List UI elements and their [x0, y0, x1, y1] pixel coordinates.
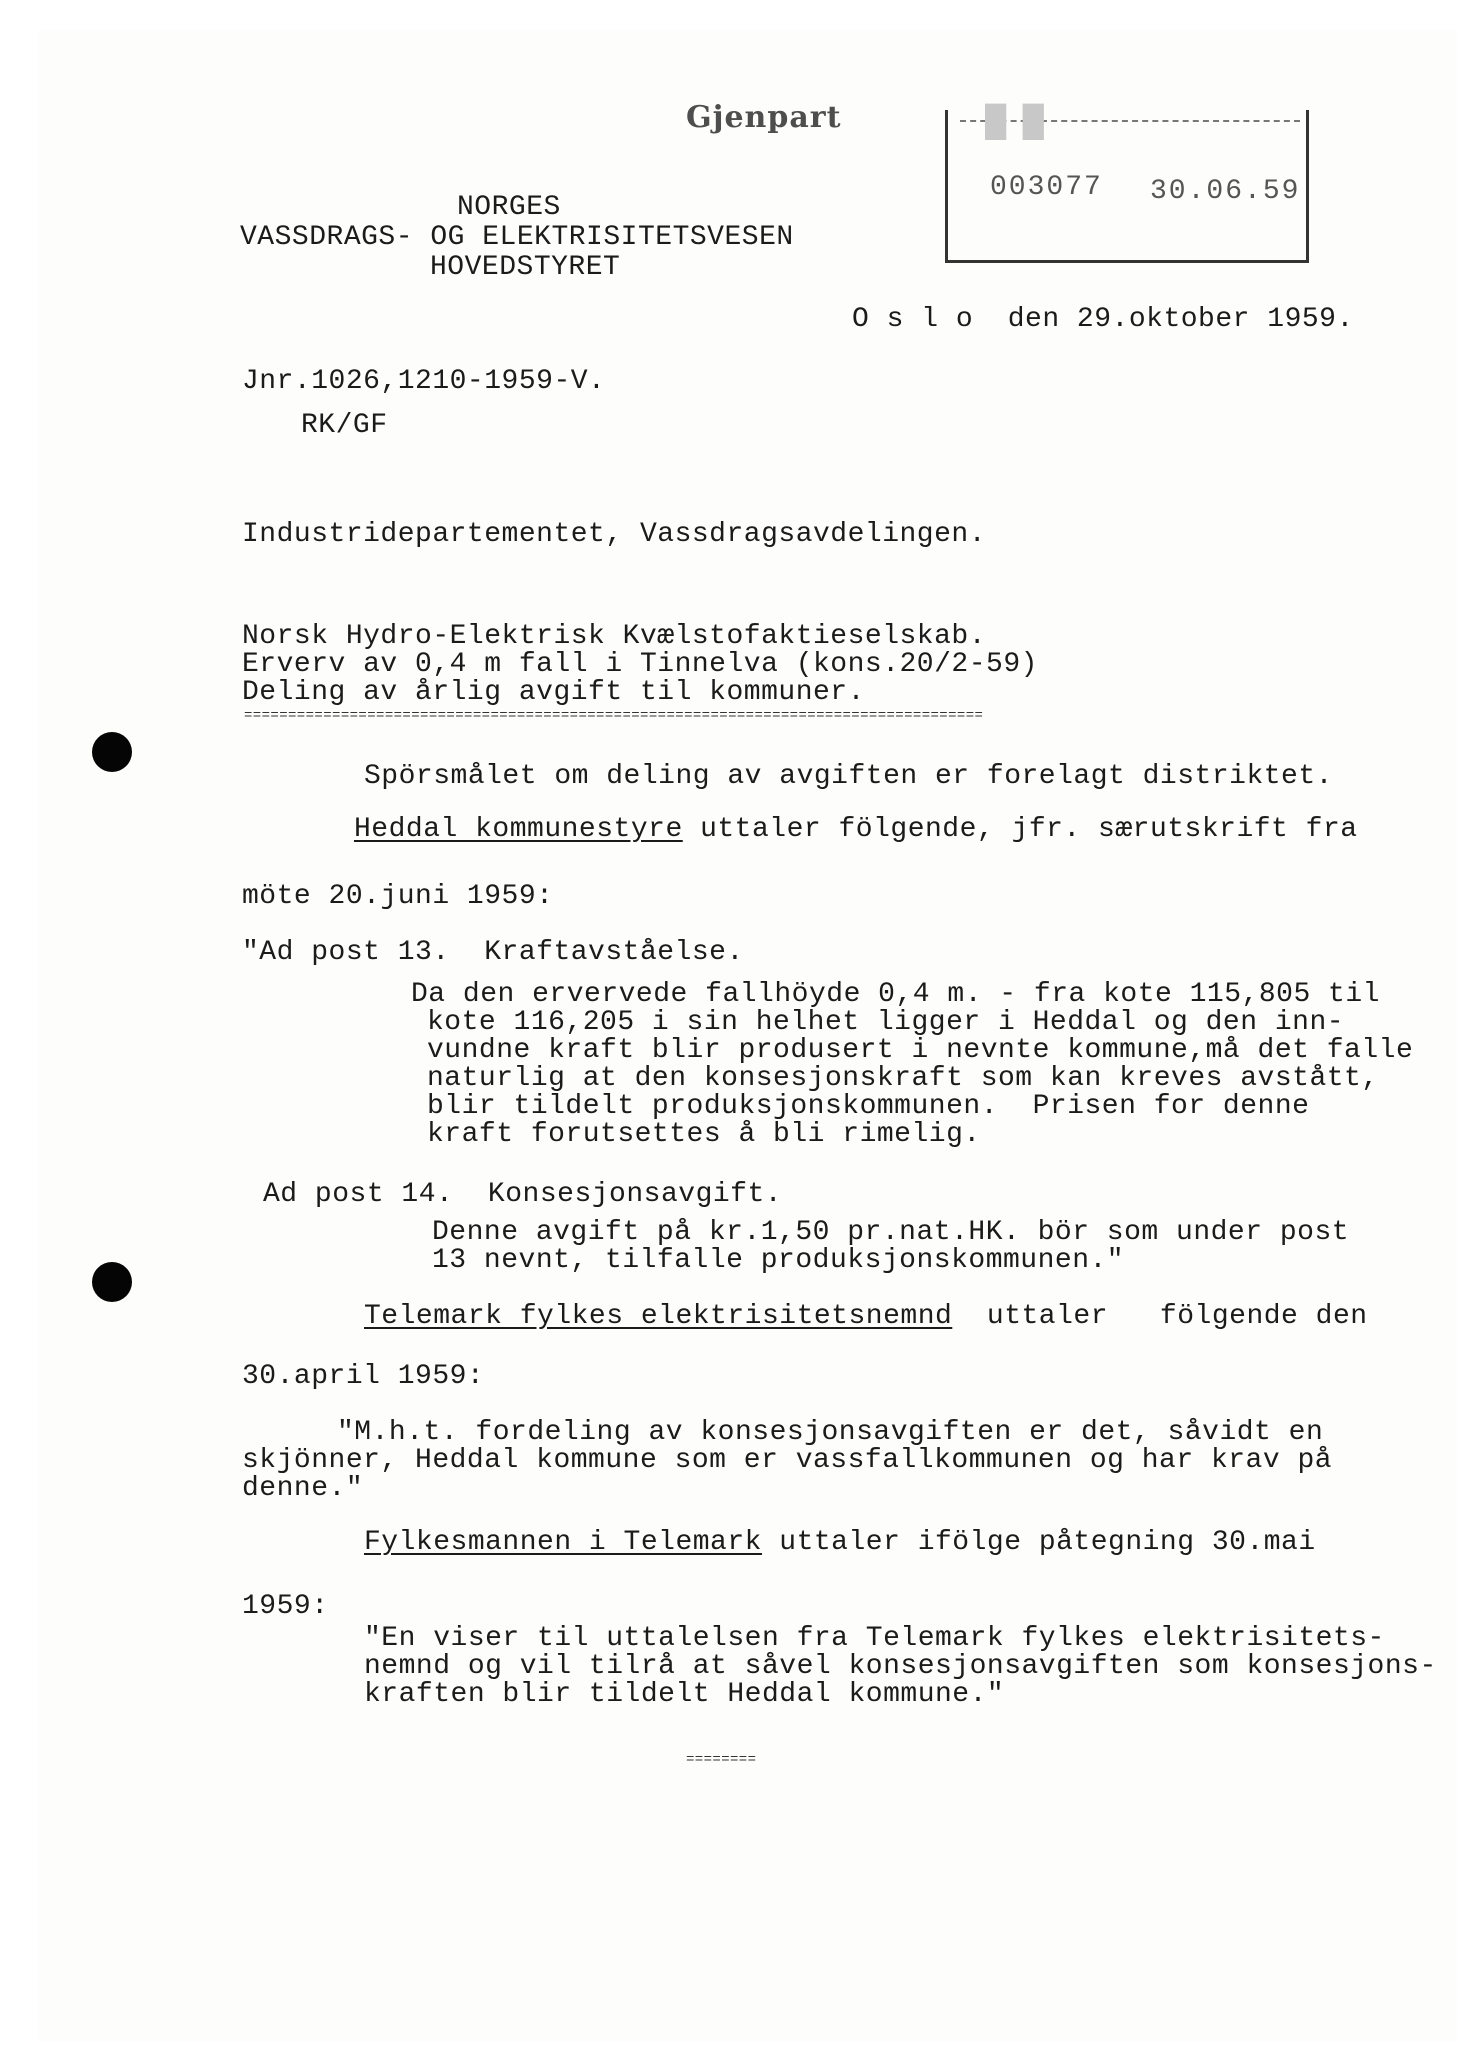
post-13-heading: "Ad post 13. Kraftavståelse. — [242, 937, 744, 968]
punch-hole-bottom — [92, 1262, 132, 1302]
quote-3-line-2: skjönner, Heddal kommune som er vassfallkommunen og har krav på — [242, 1445, 1333, 1476]
paragraph-3-rest: uttaler fölgende den — [952, 1301, 1368, 1332]
post-13-line-4: naturlig at den konsesjonskraft som kan kreves avstått, — [427, 1063, 1379, 1094]
paragraph-2 — [354, 815, 1358, 844]
subject-line-3: Deling av årlig avgift til kommuner. — [242, 677, 865, 708]
paragraph-2-rest: uttaler fölgende, jfr. særutskrift fra — [682, 814, 1358, 845]
gjenpart-stamp: Gjenpart — [686, 100, 842, 135]
post-14-line-1: Denne avgift på kr.1,50 pr.nat.HK. bör som under post — [432, 1217, 1350, 1248]
subject-rule: ==================================================================================== — [244, 708, 984, 724]
subject-line-1: Norsk Hydro-Elektrisk Kvælstofaktieselskab. — [242, 621, 987, 652]
initials: RK/GF — [301, 410, 388, 441]
subject-line-2: Erverv av 0,4 m fall i Tinnelva (kons.20/2-59) — [242, 649, 1038, 680]
paragraph-2-underlined: Heddal kommunestyre — [354, 814, 683, 845]
paragraph-1: Spörsmålet om deling av avgiften er forelagt distriktet. — [364, 761, 1333, 792]
paragraph-4-underlined: Fylkesmannen i Telemark — [364, 1527, 762, 1558]
received-stamp-number: 003077 — [990, 172, 1103, 203]
journal-number: Jnr.1026,1210-1959-V. — [242, 366, 606, 397]
letterhead-line-3: HOVEDSTYRET — [430, 252, 621, 283]
received-stamp-faded-text: █ █ — [985, 105, 1048, 138]
post-14-heading: Ad post 14. Konsesjonsavgift. — [263, 1179, 783, 1210]
place-date: O s l o den 29.oktober 1959. — [852, 304, 1354, 335]
paragraph-4 — [364, 1528, 1316, 1557]
quote-4-line-3: kraften blir tildelt Heddal kommune." — [364, 1679, 1005, 1710]
post-13-line-1: Da den ervervede fallhöyde 0,4 m. - fra kote 115,805 til — [411, 979, 1380, 1010]
paragraph-4-rest: uttaler ifölge påtegning 30.mai — [761, 1527, 1316, 1558]
letterhead-line-2: VASSDRAGS- OG ELEKTRISITETSVESEN — [240, 222, 794, 253]
quote-3-line-3: denne." — [242, 1473, 364, 1504]
paragraph-3 — [364, 1302, 1368, 1331]
post-13-line-5: blir tildelt produksjonskommunen. Prisen for denne — [427, 1091, 1310, 1122]
paragraph-4-continuation: 1959: — [242, 1591, 329, 1622]
punch-hole-top — [92, 732, 132, 772]
end-rule: ======== — [686, 1752, 757, 1768]
quote-3-line-1: "M.h.t. fordeling av konsesjonsavgiften er det, såvidt en — [337, 1417, 1324, 1448]
post-13-line-3: vundne kraft blir produsert i nevnte kommune,må det falle — [427, 1035, 1414, 1066]
post-13-line-6: kraft forutsettes å bli rimelig. — [427, 1119, 981, 1150]
paragraph-2-continuation: möte 20.juni 1959: — [242, 881, 554, 912]
post-14-line-2: 13 nevnt, tilfalle produksjonskommunen." — [432, 1245, 1125, 1276]
paragraph-3-continuation: 30.april 1959: — [242, 1361, 485, 1392]
received-stamp-date: 30.06.59 — [1150, 176, 1301, 207]
post-13-line-2: kote 116,205 i sin helhet ligger i Heddal og den inn- — [427, 1007, 1345, 1038]
recipient: Industridepartementet, Vassdragsavdelingen. — [242, 519, 987, 550]
paragraph-3-underlined: Telemark fylkes elektrisitetsnemnd — [364, 1301, 953, 1332]
quote-4-line-1: "En viser til uttalelsen fra Telemark fylkes elektrisitets- — [364, 1623, 1385, 1654]
letterhead-line-1: NORGES — [457, 192, 561, 223]
quote-4-line-2: nemnd og vil tilrå at såvel konsesjonsavgiften som konsesjons- — [364, 1651, 1437, 1682]
